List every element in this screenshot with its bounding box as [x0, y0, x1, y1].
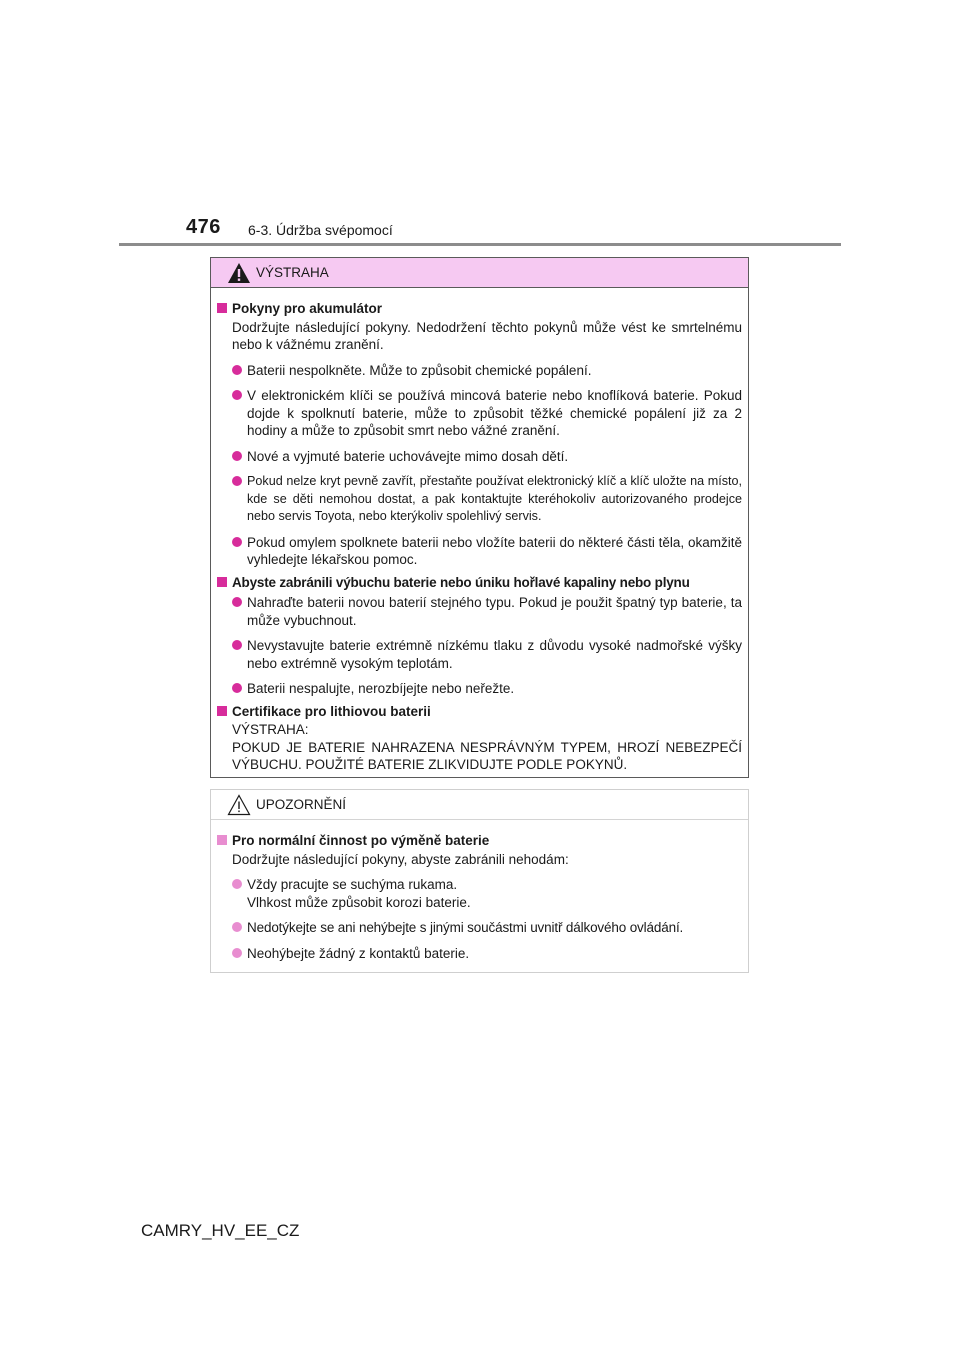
certification-line: POKUD JE BATERIE NAHRAZENA NESPRÁVNÝM TYPEM, HROZÍ NEBEZPEČÍ VÝBUCHU. POUŽITÉ BATERIE ZLIKVIDUJTE PODLE POKYNŮ. [232, 739, 742, 772]
list-item [217, 945, 742, 963]
intro-text: Dodržujte následující pokyny, abyste zabránili nehodám: [232, 851, 569, 867]
bullet-text: Pokud omylem spolknete baterii nebo vložíte baterii do některé části těla, okamžitě vyhledejte lékařskou pomoc. [247, 534, 742, 567]
circle-bullet-icon [232, 365, 242, 375]
square-bullet-icon [217, 577, 227, 587]
warning-triangle-icon [227, 262, 251, 284]
warning-body [211, 288, 748, 774]
circle-bullet-icon [232, 683, 242, 693]
bullet-text: Nové a vyjmuté baterie uchovávejte mimo dosah dětí. [247, 448, 569, 464]
list-item [217, 919, 742, 937]
section-heading [217, 300, 742, 318]
bullet-text: Nedotýkejte se ani nehýbejte s jinými součástmi uvnitř dálkového ovládání. [247, 920, 684, 935]
circle-bullet-icon [232, 390, 242, 400]
header-rule [119, 243, 841, 246]
bullet-text: V elektronickém klíči se používá mincová baterie nebo knoflíková baterie. Pokud dojde k spolknutí baterie, může to způsobit těžké chemické popálení již za 2 hodiny a může to způsobit smrt nebo vážné zranění. [247, 388, 742, 438]
list-item [217, 534, 742, 569]
heading-text: Pro normální činnost po výměně baterie [232, 833, 490, 848]
caution-box [210, 789, 749, 973]
section-heading [217, 703, 742, 721]
square-bullet-icon [217, 303, 227, 313]
caution-body [211, 820, 748, 962]
square-bullet-icon [217, 706, 227, 716]
circle-bullet-icon [232, 476, 242, 486]
list-item [217, 637, 742, 672]
bullet-text: Nevystavujte baterie extrémně nízkému tlaku z důvodu vysoké nadmořské výšky nebo extrémně vysokým teplotám. [247, 638, 742, 671]
bullet-text [247, 876, 742, 911]
heading-text: Certifikace pro lithiovou baterii [232, 703, 431, 719]
list-item [217, 362, 742, 380]
caution-label: UPOZORNĚNÍ [256, 797, 347, 812]
heading-text: Abyste zabránili výbuchu baterie nebo úniku hořlavé kapaliny nebo plynu [232, 574, 690, 590]
section-title: 6-3. Údržba svépomocí [248, 222, 393, 238]
certification-text [217, 721, 742, 774]
warning-header [211, 258, 748, 288]
bullet-text: Baterii nespalujte, nerozbíjejte nebo neřežte. [247, 681, 515, 696]
circle-bullet-icon [232, 537, 242, 547]
warning-box [210, 257, 749, 778]
bullet-text: Baterii nespolkněte. Může to způsobit chemické popálení. [247, 362, 592, 378]
intro-text: Dodržujte následující pokyny. Nedodržení těchto pokynů může vést ke smrtelnému nebo k vážnému zranění. [232, 319, 742, 352]
circle-bullet-icon [232, 451, 242, 461]
circle-bullet-icon [232, 948, 242, 958]
list-item [217, 680, 742, 698]
list-item [217, 876, 742, 911]
bullet-line: Vždy pracujte se suchýma rukama. [247, 877, 458, 892]
caution-triangle-icon [227, 794, 251, 816]
section-heading [217, 574, 742, 592]
bullet-text: Neohýbejte žádný z kontaktů baterie. [247, 945, 470, 961]
square-bullet-icon [217, 835, 227, 845]
heading-text: Pokyny pro akumulátor [232, 301, 383, 316]
bullet-text: Nahraďte baterii novou baterií stejného typu. Pokud je použit špatný typ baterie, ta může vybuchnout. [247, 595, 742, 628]
list-item [217, 594, 742, 629]
circle-bullet-icon [232, 597, 242, 607]
circle-bullet-icon [232, 922, 242, 932]
circle-bullet-icon [232, 879, 242, 889]
list-item [217, 473, 742, 526]
bullet-text: Pokud nelze kryt pevně zavřít, přestaňte používat elektronický klíč a klíč uložte na místo, kde se děti nemohou dostat, a pak kontaktujte kteréhokoliv autorizovaného prodejce nebo servis Toyota, nebo kterýkoliv spolehlivý servis. [247, 474, 742, 523]
list-item [217, 387, 742, 440]
circle-bullet-icon [232, 640, 242, 650]
warning-label: VÝSTRAHA [256, 265, 329, 280]
page-number: 476 [186, 216, 221, 238]
certification-line: VÝSTRAHA: [232, 722, 309, 737]
model-code: CAMRY_HV_EE_CZ [141, 1221, 300, 1240]
list-item [217, 448, 742, 466]
section-heading [217, 832, 742, 850]
bullet-line: Vlhkost může způsobit korozi baterie. [247, 894, 471, 910]
caution-header [211, 790, 748, 820]
